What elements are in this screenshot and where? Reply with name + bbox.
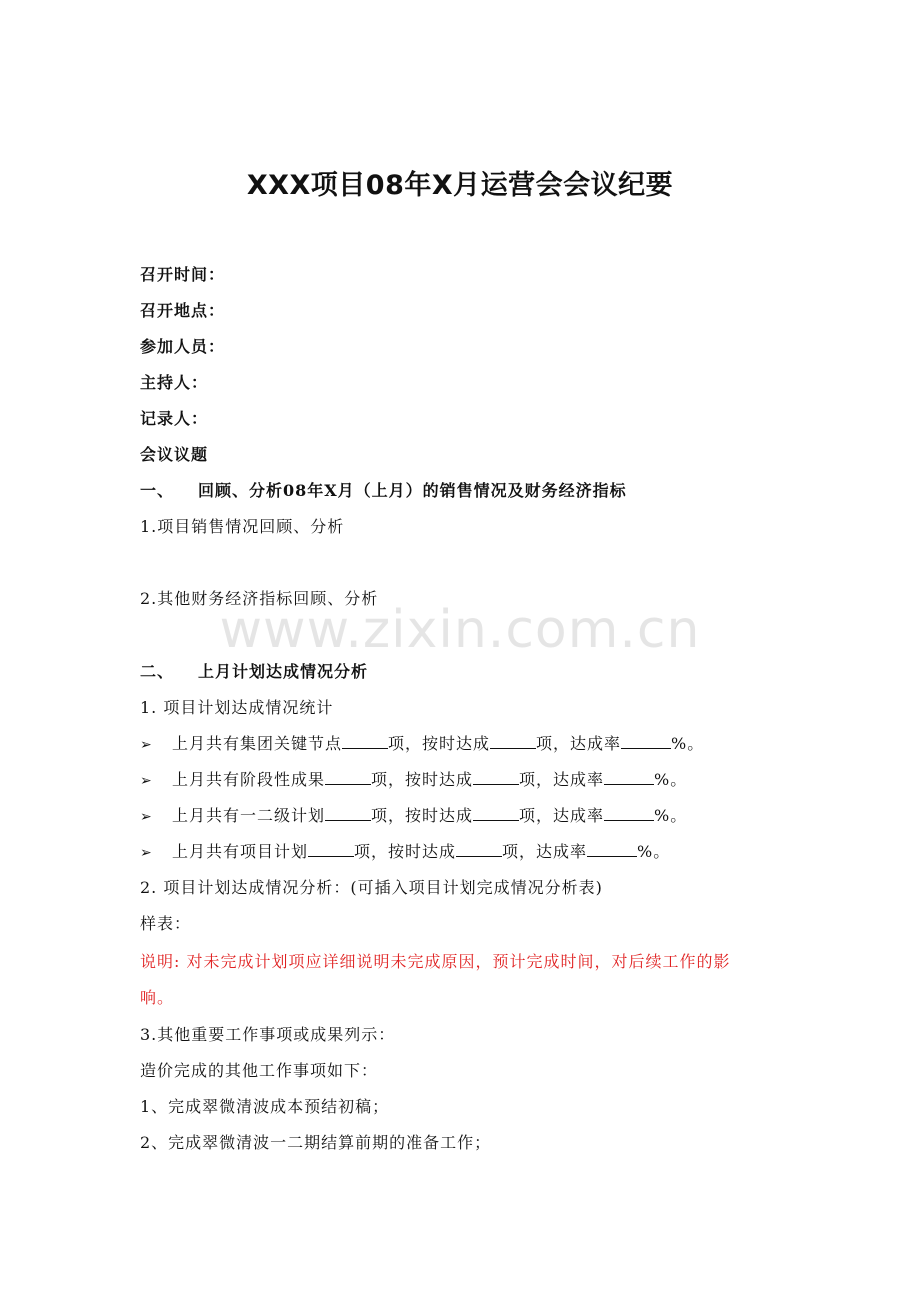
arrow-bullet-icon: ➢ [140,737,153,753]
blank-field [456,842,502,857]
bullet-text: 项，按时达成 [388,734,491,753]
bullet-text: 上月共有阶段性成果 [172,770,326,789]
bullet-text: 上月共有一二级计划 [172,806,326,825]
blank-field [473,770,519,785]
arrow-bullet-icon: ➢ [140,845,153,861]
meeting-place-label: 召开地点： [140,301,226,320]
section-number: 二、 [140,662,175,681]
blank-field [490,734,536,749]
bullet-text: 项，达成率 [519,806,605,825]
list-item: 1、完成翠微清波成本预结初稿； [140,1097,390,1116]
blank-field [473,806,519,821]
bullet-text: 项，按时达成 [354,842,457,861]
note-line-2: 响。 [140,988,175,1007]
blank-field [621,734,671,749]
section-2-heading [140,661,368,683]
blank-field [604,806,654,821]
bullet-text: %。 [654,806,688,825]
bullet-line-3 [140,805,687,828]
bullet-text: 项，按时达成 [371,770,474,789]
bullet-line-4 [140,841,670,864]
bullet-text: 项，按时达成 [371,806,474,825]
section-number: 一、 [140,481,175,500]
sample-table-label: 样表： [140,914,192,933]
bullet-line-1 [140,733,704,756]
section-2-item-3: 3.其他重要工作事项或成果列示： [140,1025,396,1044]
blank-field [587,842,637,857]
note-line-1: 说明: 对未完成计划项应详细说明未完成原因，预计完成时间，对后续工作的影 [140,952,731,971]
list-item: 2、完成翠微清波一二期结算前期的准备工作； [140,1133,492,1152]
host-label: 主持人： [140,373,209,392]
blank-field [308,842,354,857]
section-2-item-2: 2. 项目计划达成情况分析：(可插入项目计划完成情况分析表) [140,878,603,897]
document-title: XXX项目08年X月运营会会议纪要 [246,170,674,201]
arrow-bullet-icon: ➢ [140,809,153,825]
agenda-label: 会议议题 [140,445,209,464]
bullet-text: 项，达成率 [536,734,622,753]
bullet-text: 上月共有集团关键节点 [172,734,343,753]
section-title: 回顾、分析08年X月（上月）的销售情况及财务经济指标 [198,481,627,500]
bullet-text: %。 [654,770,688,789]
bullet-text: 项，达成率 [502,842,588,861]
section-1-heading [140,480,627,502]
watermark: www.zixin.com.cn [219,600,701,660]
section-1-item-2: 2.其他财务经济指标回顾、分析 [140,589,379,608]
bullet-text: 项，达成率 [519,770,605,789]
bullet-line-2 [140,769,687,792]
recorder-label: 记录人： [140,409,209,428]
blank-field [325,770,371,785]
bullet-text: %。 [671,734,705,753]
section-title: 上月计划达成情况分析 [198,662,369,681]
meeting-time-label: 召开时间： [140,265,226,284]
blank-field [342,734,388,749]
section-2-item-3-intro: 造价完成的其他工作事项如下： [140,1061,379,1080]
blank-field [604,770,654,785]
arrow-bullet-icon: ➢ [140,773,153,789]
section-2-item-1: 1. 项目计划达成情况统计 [140,698,334,717]
bullet-text: 上月共有项目计划 [172,842,309,861]
attendees-label: 参加人员： [140,337,226,356]
bullet-text: %。 [637,842,671,861]
blank-field [325,806,371,821]
section-1-item-1: 1.项目销售情况回顾、分析 [140,517,345,536]
